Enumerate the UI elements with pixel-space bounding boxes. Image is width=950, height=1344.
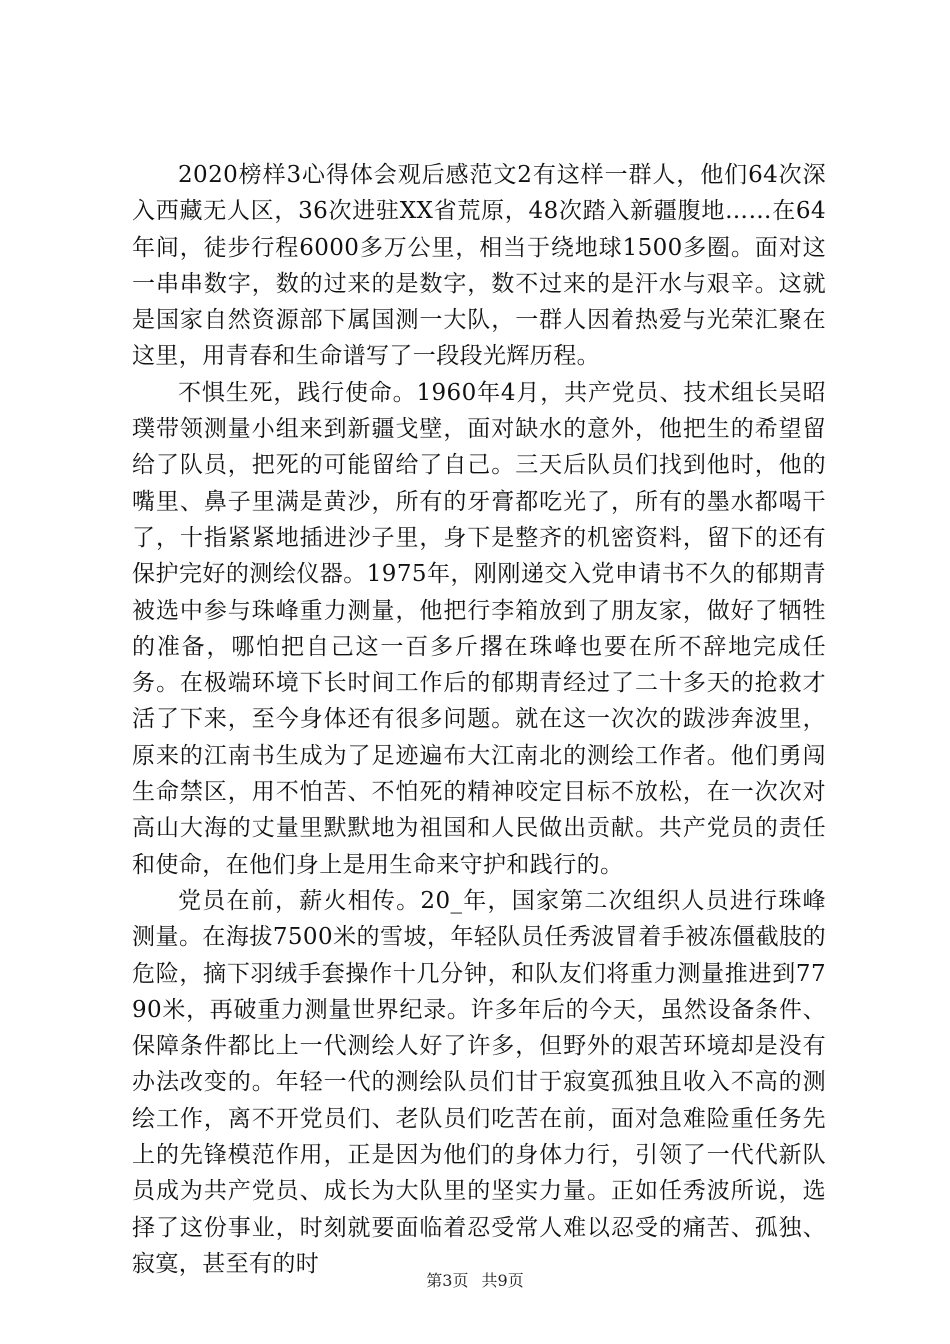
paragraph-1: 2020榜样3心得体会观后感范文2有这样一群人，他们64次深入西藏无人区，36次进驻XX省荒原，48次踏入新疆腹地……在64年间，徒步行程6000多万公里，相当于绕地球1500多圈。面对这一串串数字，数的过来的是数字，数不过来的是汗水与艰辛。这就是国家自然资源部下属国测一大队，一群人因着热爱与光荣汇聚在这里，用青春和生命谱写了一段段光辉历程。 (132, 162, 826, 370)
document-body (132, 157, 826, 1282)
page-number-footer: 第3页 共9页 (426, 1271, 524, 1290)
paragraph-2: 不惧生死，践行使命。1960年4月，共产党员、技术组长吴昭璞带领测量小组来到新疆戈壁，面对缺水的意外，他把生的希望留给了队员，把死的可能留给了自己。三天后队员们找到他时，他的嘴里、鼻子里满是黄沙，所有的牙膏都吃光了，所有的墨水都喝干了，十指紧紧地插进沙子里，身下是整齐的机密资料，留下的还有保护完好的测绘仪器。1975年，刚刚递交入党申请书不久的郁期青被选中参与珠峰重力测量，他把行李箱放到了朋友家，做好了牺牲的准备，哪怕把自己这一百多斤撂在珠峰也要在所不辞地完成任务。在极端环境下长时间工作后的郁期青经过了二十多天的抢救才活了下来，至今身体还有很多问题。就在这一次次的跋涉奔波里，原来的江南书生成为了足迹遍布大江南北的测绘工作者。他们勇闯生命禁区，用不怕苦、不怕死的精神咬定目标不放松，在一次次对高山大海的丈量里默默地为祖国和人民做出贡献。共产党员的责任和使命，在他们身上是用生命来守护和践行的。 (132, 379, 826, 878)
paragraph-3: 党员在前，薪火相传。20_年，国家第二次组织人员进行珠峰测量。在海拔7500米的雪坡，年轻队员任秀波冒着手被冻僵截肢的危险，摘下羽绒手套操作十几分钟，和队友们将重力测量推进到7790米，再破重力测量世界纪录。许多年后的今天，虽然设备条件、保障条件都比上一代测绘人好了许多，但野外的艰苦环境却是没有办法改变的。年轻一代的测绘队员们甘于寂寞孤独且收入不高的测绘工作，离不开党员们、老队员们吃苦在前，面对急难险重任务先上的先锋模范作用，正是因为他们的身体力行，引领了一代代新队员成为共产党员、成长为大队里的坚实力量。正如任秀波所说，选择了这份事业，时刻就要面临着忍受常人难以忍受的痛苦、孤独、寂寞，甚至有的时 (132, 887, 826, 1277)
